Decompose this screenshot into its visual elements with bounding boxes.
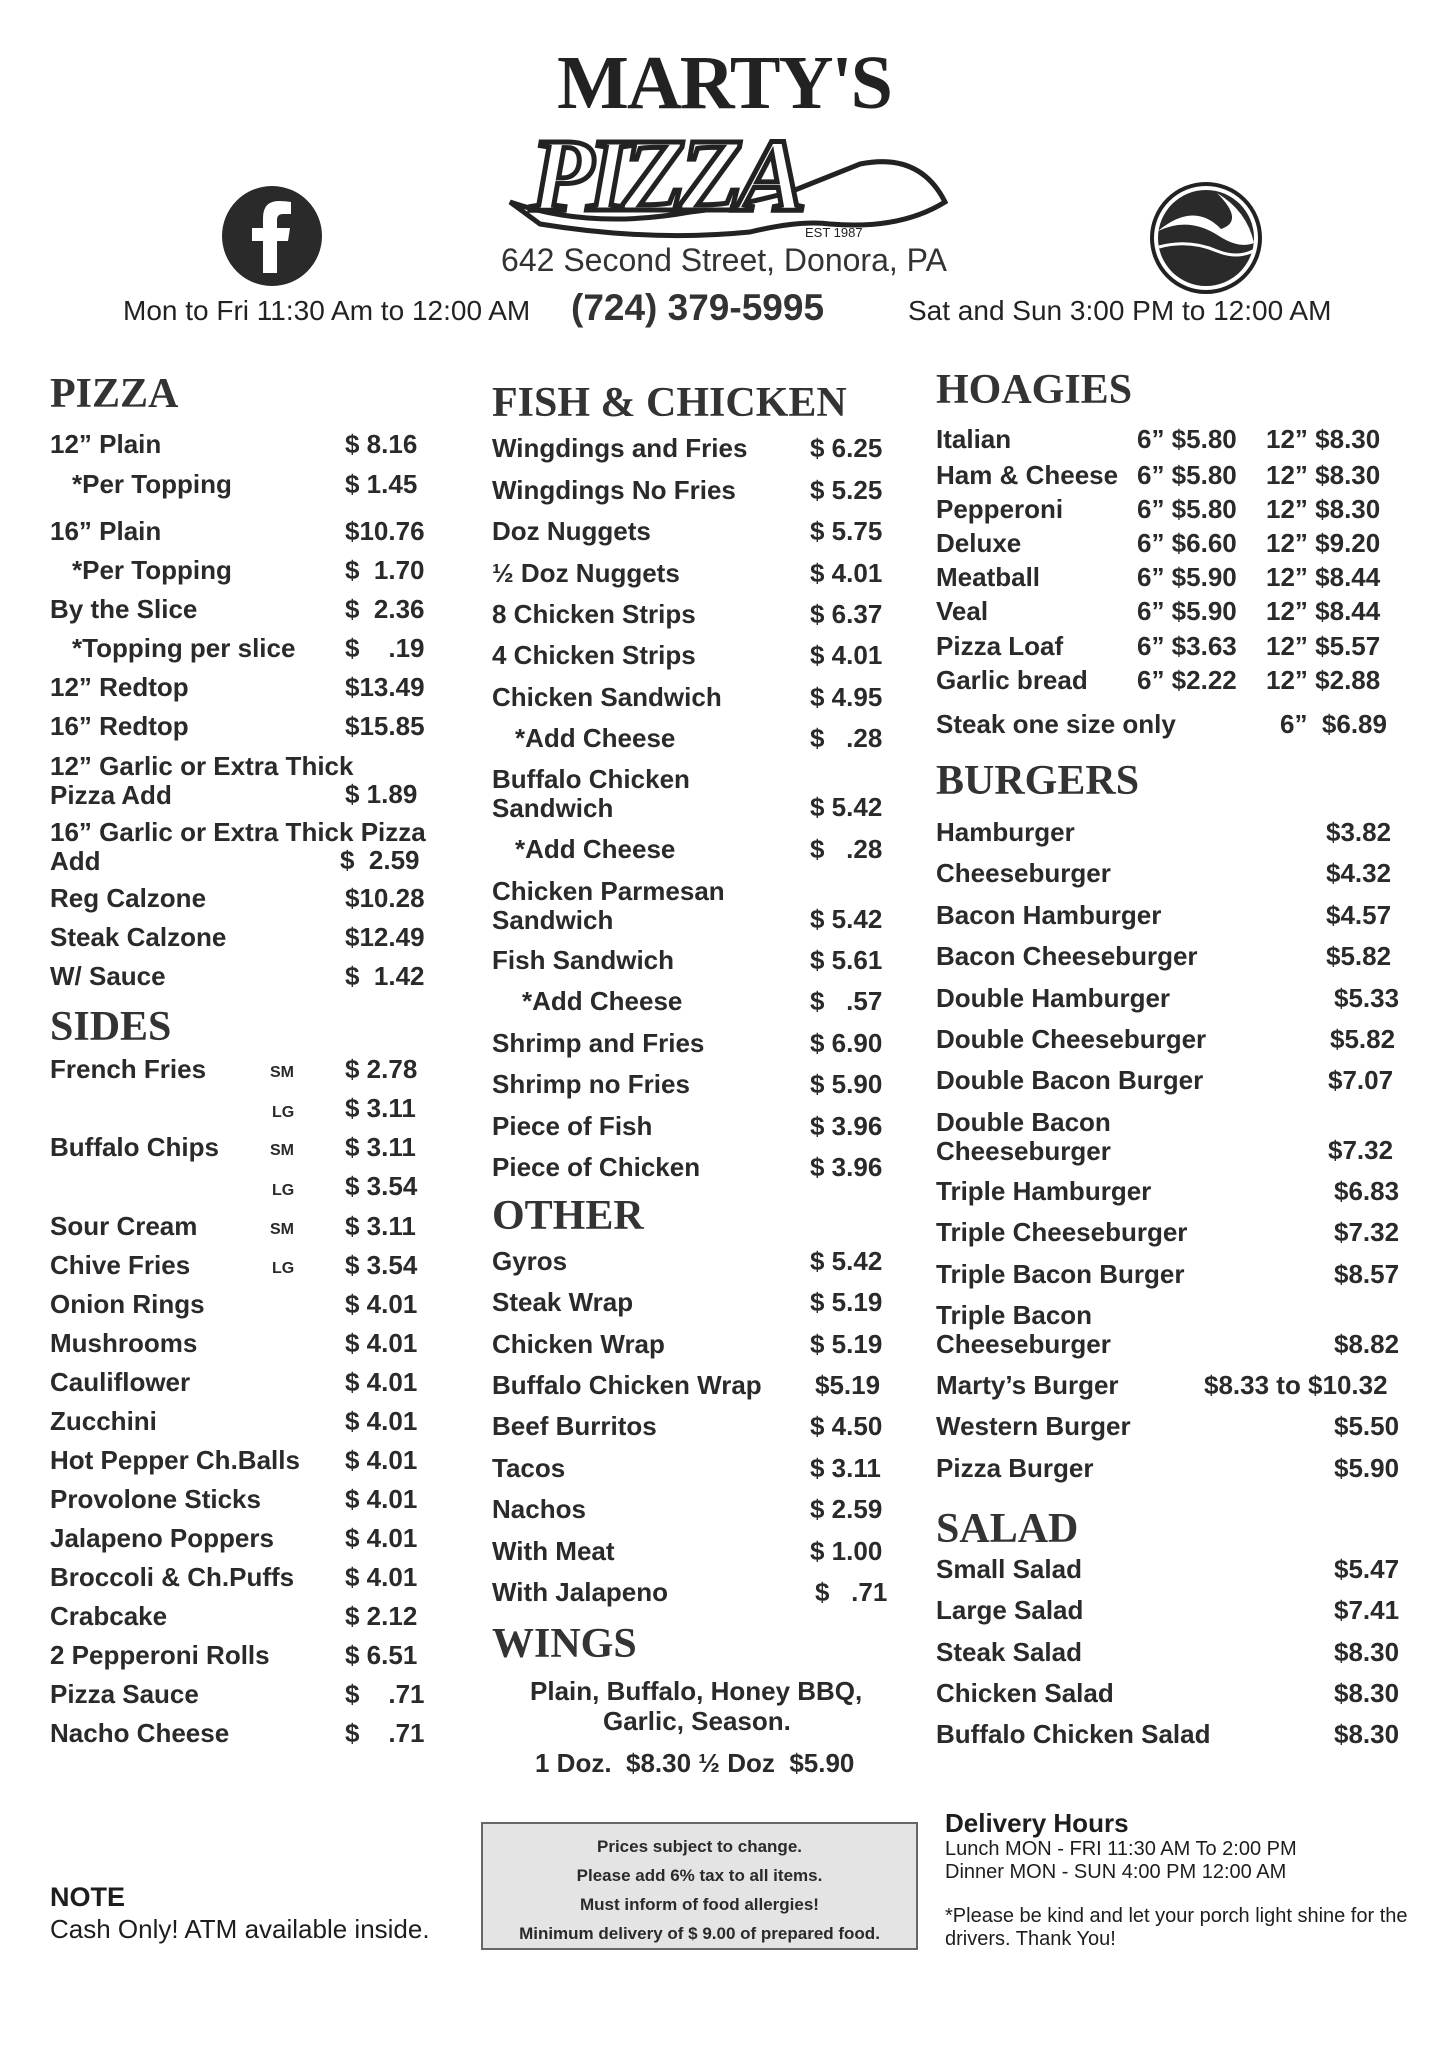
menu-price: $ 3.11 [345,1132,416,1162]
menu-item: 16” Redtop [50,711,189,741]
menu-item: Mushrooms [50,1328,198,1358]
menu-item: Jalapeno Poppers [50,1523,274,1553]
menu-price: $ 1.45 [345,469,418,499]
menu-item: Chicken Wrap [492,1329,665,1359]
menu-price: $ 4.01 [345,1445,418,1475]
menu-item: 16” Garlic or Extra Thick Pizza Add [50,817,426,876]
notice-line: Please add 6% tax to all items. [576,1866,823,1885]
notice-line: Minimum delivery of $ 9.00 of prepared food. [519,1924,880,1943]
menu-item: By the Slice [50,594,198,624]
menu-item: 8 Chicken Strips [492,599,696,629]
menu-item: Reg Calzone [50,883,207,913]
menu-price: $15.85 [345,711,425,741]
menu-price-12in: 12” $2.88 [1266,665,1381,695]
brand-main-text: PIZZA [530,118,801,233]
menu-price: $ 4.01 [345,1367,418,1397]
menu-price: $ 3.96 [810,1152,883,1182]
menu-price: $ .28 [810,834,883,864]
menu-item: Pizza Burger [936,1453,1094,1483]
menu-price: $8.30 [1334,1719,1400,1749]
menu-price-6in: 6” $5.80 [1137,424,1237,454]
menu-price-12in: 12” $8.30 [1266,494,1381,524]
fish-chicken-section-title: FISH & CHICKEN [492,380,847,426]
menu-item: Pizza Sauce [50,1679,199,1709]
address: 642 Second Street, Donora, PA [501,242,947,278]
menu-price: $5.90 [1334,1453,1400,1483]
menu-price: $ 1.42 [345,961,425,991]
menu-item: Crabcake [50,1601,168,1631]
menu-item: Bacon Cheeseburger [936,941,1198,971]
other-section-title: OTHER [492,1193,644,1239]
wings-prices: 1 Doz. $8.30 ½ Doz $5.90 [535,1748,855,1778]
salad-section-title: SALAD [936,1506,1079,1552]
menu-price: $ 2.59 [340,845,420,875]
menu-price: $ 3.11 [345,1211,416,1241]
pepsi-icon [1149,181,1263,300]
menu-price-6in: 6” $5.90 [1137,596,1237,626]
size-label: LG [272,1260,295,1277]
menu-price: $ 2.59 [810,1494,883,1524]
menu-item: Hamburger [936,817,1075,847]
note-text: Cash Only! ATM available inside. [50,1914,430,1944]
menu-item: Western Burger [936,1411,1131,1441]
menu-item: Buffalo Chicken Salad [936,1719,1211,1749]
menu-item: *Topping per slice [72,633,296,663]
menu-price: $ 5.42 [810,904,883,934]
menu-price-12in: 12” $5.57 [1266,631,1381,661]
menu-item: Double Hamburger [936,983,1171,1013]
menu-item: Double Bacon Burger [936,1065,1204,1095]
burgers-section-title: BURGERS [936,758,1140,804]
menu-item: Provolone Sticks [50,1484,261,1514]
pizza-logo [500,112,950,242]
menu-price: $ 5.75 [810,516,883,546]
menu-item: Beef Burritos [492,1411,657,1441]
menu-price: $ 1.70 [345,555,425,585]
menu-item: Garlic bread [936,665,1088,695]
menu-price-12in: 12” $8.30 [1266,424,1381,454]
menu-item: 4 Chicken Strips [492,640,696,670]
menu-price: $ 4.01 [345,1484,418,1514]
menu-price: $ 4.01 [345,1523,418,1553]
menu-item: Steak Salad [936,1637,1082,1667]
menu-item: Broccoli & Ch.Puffs [50,1562,295,1592]
wings-flavors: Garlic, Season. [603,1706,791,1736]
menu-item: Marty’s Burger [936,1370,1119,1400]
delivery-dinner: Dinner MON - SUN 4:00 PM 12:00 AM [945,1861,1287,1883]
menu-price: $ 4.01 [345,1289,418,1319]
menu-price-6in: 6” $5.90 [1137,562,1237,592]
menu-item: 12” Garlic or Extra Thick Pizza Add [50,751,354,810]
menu-price: $ 5.90 [810,1069,883,1099]
menu-price: $ 4.01 [345,1328,418,1358]
menu-price: $ 3.11 [345,1093,416,1123]
wings-section-title: WINGS [492,1621,637,1667]
menu-item: Triple Bacon Cheeseburger [936,1300,1111,1359]
menu-item: Steak one size only [936,709,1176,739]
menu-item: Cauliflower [50,1367,191,1397]
menu-price: $8.30 [1334,1637,1400,1667]
menu-price: $ .28 [810,723,883,753]
menu-item: Sour Cream [50,1211,198,1241]
menu-price: $ 2.78 [345,1054,418,1084]
menu-price: $ 6.37 [810,599,883,629]
menu-price: $ 5.19 [810,1329,883,1359]
delivery-title: Delivery Hours [945,1808,1129,1838]
menu-price: $ 6.90 [810,1028,883,1058]
menu-item: 12” Redtop [50,672,189,702]
menu-item: Buffalo Chicken Wrap [492,1370,762,1400]
menu-price: $4.32 [1326,858,1392,888]
menu-price: $ 4.01 [810,558,883,588]
sides-section-title: SIDES [50,1004,172,1050]
menu-price: $ 6.51 [345,1640,418,1670]
menu-price: $ 1.00 [810,1536,883,1566]
menu-item: With Meat [492,1536,615,1566]
size-label: SM [270,1142,294,1159]
menu-price: $5.19 [815,1370,881,1400]
menu-item: Gyros [492,1246,568,1276]
menu-price: $7.41 [1334,1595,1400,1625]
menu-price-12in: 12” $9.20 [1266,528,1381,558]
menu-price: 6” $6.89 [1280,709,1387,739]
menu-item: Italian [936,424,1012,454]
menu-item: Meatball [936,562,1041,592]
menu-price-12in: 12” $8.44 [1266,596,1381,626]
menu-item: Shrimp no Fries [492,1069,690,1099]
menu-price: $5.33 [1334,983,1400,1013]
menu-item: With Jalapeno [492,1577,669,1607]
menu-price: $ 2.12 [345,1601,418,1631]
menu-price: $7.07 [1328,1065,1394,1095]
menu-item: French Fries [50,1054,207,1084]
menu-price: $ .19 [345,633,425,663]
menu-item: Cheeseburger [936,858,1111,888]
menu-item: *Add Cheese [522,986,683,1016]
size-label: LG [272,1104,295,1121]
menu-item: Small Salad [936,1554,1082,1584]
menu-item: Wingdings and Fries [492,433,748,463]
menu-item: Triple Hamburger [936,1176,1152,1206]
menu-price: $5.82 [1330,1024,1396,1054]
menu-price: $ 6.25 [810,433,883,463]
menu-item: Piece of Chicken [492,1152,701,1182]
menu-item: 16” Plain [50,516,162,546]
menu-item: Chicken Parmesan Sandwich [492,876,725,935]
menu-price: $ .71 [345,1718,425,1748]
menu-price: $13.49 [345,672,425,702]
notice-line: Prices subject to change. [596,1837,802,1856]
menu-price: $ .57 [810,986,883,1016]
menu-price-6in: 6” $6.60 [1137,528,1237,558]
menu-price: $ 4.95 [810,682,883,712]
menu-item: Pizza Loaf [936,631,1064,661]
established-text: EST 1987 [805,225,863,240]
size-label: SM [270,1221,294,1238]
menu-price: $ 3.11 [810,1453,881,1483]
menu-item: Shrimp and Fries [492,1028,705,1058]
menu-item: Double Bacon Cheeseburger [936,1107,1111,1166]
menu-item: 12” Plain [50,429,162,459]
menu-price: $5.82 [1326,941,1392,971]
delivery-lunch: Lunch MON - FRI 11:30 AM To 2:00 PM [945,1838,1297,1860]
menu-item: Buffalo Chips [50,1132,219,1162]
menu-item: Ham & Cheese [936,460,1119,490]
menu-item: ½ Doz Nuggets [492,558,680,588]
brand-top-title: MARTY'S [557,41,891,125]
menu-price-6in: 6” $5.80 [1137,494,1237,524]
menu-item: Tacos [492,1453,566,1483]
menu-item: *Add Cheese [515,834,676,864]
menu-price: $ 4.01 [810,640,883,670]
menu-item: Deluxe [936,528,1022,558]
note-title: NOTE [50,1882,126,1912]
menu-price: $8.30 [1334,1678,1400,1708]
menu-item: Pepperoni [936,494,1064,524]
hoagies-section-title: HOAGIES [936,367,1133,413]
size-label: LG [272,1182,295,1199]
menu-item: Steak Calzone [50,922,227,952]
menu-price-6in: 6” $3.63 [1137,631,1237,661]
menu-price: $7.32 [1334,1217,1400,1247]
menu-price: $ 3.96 [810,1111,883,1141]
menu-price: $10.28 [345,883,425,913]
menu-item: Piece of Fish [492,1111,653,1141]
menu-price-12in: 12” $8.30 [1266,460,1381,490]
wings-flavors: Plain, Buffalo, Honey BBQ, [530,1676,863,1706]
menu-price: $ 2.36 [345,594,425,624]
weekday-hours: Mon to Fri 11:30 Am to 12:00 AM [123,295,531,326]
menu-price: $5.47 [1334,1554,1400,1584]
size-label: SM [270,1064,294,1081]
menu-price-6in: 6” $5.80 [1137,460,1237,490]
menu-price: $ .71 [815,1577,888,1607]
menu-item: Double Cheeseburger [936,1024,1207,1054]
menu-item: *Per Topping [72,469,232,499]
menu-price: $8.82 [1334,1329,1400,1359]
menu-item: Zucchini [50,1406,157,1436]
menu-item: Wingdings No Fries [492,475,736,505]
porch-light-note: *Please be kind and let your porch light shine for the drivers. Thank You! [945,1905,1408,1950]
menu-price: $ 4.01 [345,1562,418,1592]
menu-price: $3.82 [1326,817,1392,847]
menu-item: Triple Cheeseburger [936,1217,1188,1247]
menu-item: Buffalo Chicken Sandwich [492,764,690,823]
menu-price: $8.57 [1334,1259,1400,1289]
menu-price: $ 3.54 [345,1171,418,1201]
menu-item: Nacho Cheese [50,1718,230,1748]
menu-price: $12.49 [345,922,425,952]
menu-item: *Add Cheese [515,723,676,753]
phone-number[interactable]: (724) 379-5995 [571,287,825,328]
menu-price: $10.76 [345,516,425,546]
menu-price: $6.83 [1334,1176,1400,1206]
menu-price: $ 1.89 [345,779,418,809]
menu-item: Steak Wrap [492,1287,634,1317]
menu-item: Chicken Salad [936,1678,1114,1708]
menu-item: Fish Sandwich [492,945,675,975]
menu-item: Bacon Hamburger [936,900,1162,930]
pizza-section-title: PIZZA [50,371,179,417]
menu-price: $ 3.54 [345,1250,418,1280]
menu-price: $ 5.42 [810,792,883,822]
menu-price-12in: 12” $8.44 [1266,562,1381,592]
menu-item: Chive Fries [50,1250,191,1280]
menu-item: 2 Pepperoni Rolls [50,1640,270,1670]
notice-box [481,1822,918,1950]
menu-item: Chicken Sandwich [492,682,722,712]
menu-item: Large Salad [936,1595,1084,1625]
menu-item: Triple Bacon Burger [936,1259,1185,1289]
menu-item: Veal [936,596,989,626]
menu-item: Nachos [492,1494,586,1524]
menu-price: $ 5.61 [810,945,883,975]
menu-price: $ 8.16 [345,429,418,459]
menu-item: Hot Pepper Ch.Balls [50,1445,300,1475]
menu-price: $ 5.19 [810,1287,883,1317]
notice-line: Must inform of food allergies! [580,1895,819,1914]
menu-price: $ 4.50 [810,1411,883,1441]
menu-item: *Per Topping [72,555,232,585]
weekend-hours: Sat and Sun 3:00 PM to 12:00 AM [908,295,1332,326]
menu-price: $ .71 [345,1679,425,1709]
menu-item: W/ Sauce [50,961,166,991]
menu-item: Onion Rings [50,1289,205,1319]
menu-price: $8.33 to $10.32 [1204,1370,1388,1400]
menu-price: $5.50 [1334,1411,1400,1441]
menu-price: $ 5.25 [810,475,883,505]
menu-price-6in: 6” $2.22 [1137,665,1237,695]
menu-price: $4.57 [1326,900,1392,930]
menu-price: $ 4.01 [345,1406,418,1436]
menu-price: $ 5.42 [810,1246,883,1276]
menu-item: Doz Nuggets [492,516,651,546]
menu-price: $7.32 [1328,1135,1394,1165]
